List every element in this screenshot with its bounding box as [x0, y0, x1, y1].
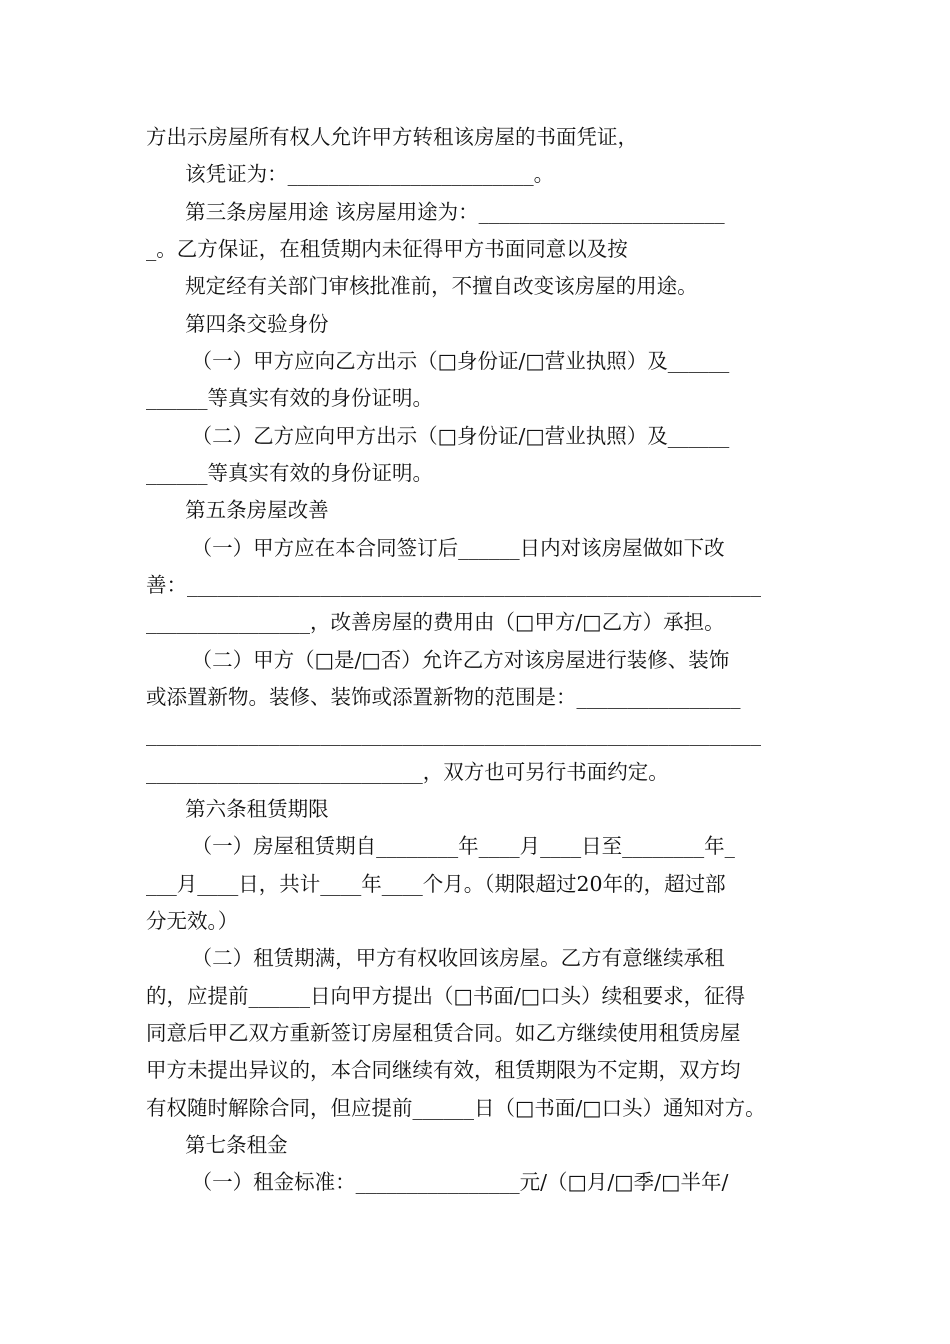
text-line: ______等真实有效的身份证明。: [146, 386, 433, 410]
text-line: （一）甲方应向乙方出示（□身份证/□营业执照）及______: [146, 349, 730, 373]
section-heading: 第四条交验身份: [146, 312, 329, 336]
text-line: ___________________________，双方也可另行书面约定。: [146, 760, 669, 784]
text-line: 第三条房屋用途 该房屋用途为：________________________: [146, 200, 725, 224]
text-line: （一）甲方应在本合同签订后______日内对该房屋做如下改: [146, 536, 725, 560]
text-line: 善：________________________________________________________: [146, 573, 761, 597]
text-line: _。乙方保证，在租赁期内未征得甲方书面同意以及按: [146, 237, 628, 261]
section-heading: 第五条房屋改善: [146, 498, 329, 522]
text-line: （一）房屋租赁期自________年____月____日至________年_: [146, 834, 735, 858]
text-line: 方出示房屋所有权人允许甲方转租该房屋的书面凭证，: [146, 125, 638, 149]
text-line: 该凭证为：________________________。: [146, 162, 555, 186]
text-line: 同意后甲乙双方重新签订房屋租赁合同。如乙方继续使用租赁房屋: [146, 1021, 741, 1045]
text-line: （一）租金标准：________________元/（□月/□季/□半年/: [146, 1170, 729, 1194]
text-line: （二）甲方（□是/□否）允许乙方对该房屋进行装修、装饰: [146, 648, 730, 672]
text-line: ____________________________________________________________: [146, 722, 761, 746]
text-line: 规定经有关部门审核批准前，不擅自改变该房屋的用途。: [146, 274, 698, 298]
text-line: ______等真实有效的身份证明。: [146, 461, 433, 485]
section-heading: 第七条租金: [146, 1133, 288, 1157]
text-line: ___月____日，共计____年____个月。（期限超过20年的，超过部: [146, 872, 726, 896]
section-heading: 第六条租赁期限: [146, 797, 329, 821]
text-line: 分无效。）: [146, 909, 239, 933]
text-line: 或添置新物。装修、装饰或添置新物的范围是：________________: [146, 685, 741, 709]
text-line: 的，应提前______日向甲方提出（□书面/□口头）续租要求，征得: [146, 984, 746, 1008]
text-line: （二）租赁期满，甲方有权收回该房屋。乙方有意继续承租: [146, 946, 725, 970]
text-line: ________________，改善房屋的费用由（□甲方/□乙方）承担。: [146, 610, 725, 634]
text-line: （二）乙方应向甲方出示（□身份证/□营业执照）及______: [146, 424, 730, 448]
text-line: 甲方未提出异议的，本合同继续有效，租赁期限为不定期，双方均: [146, 1058, 741, 1082]
text-line: 有权随时解除合同，但应提前______日（□书面/□口头）通知对方。: [146, 1096, 766, 1120]
